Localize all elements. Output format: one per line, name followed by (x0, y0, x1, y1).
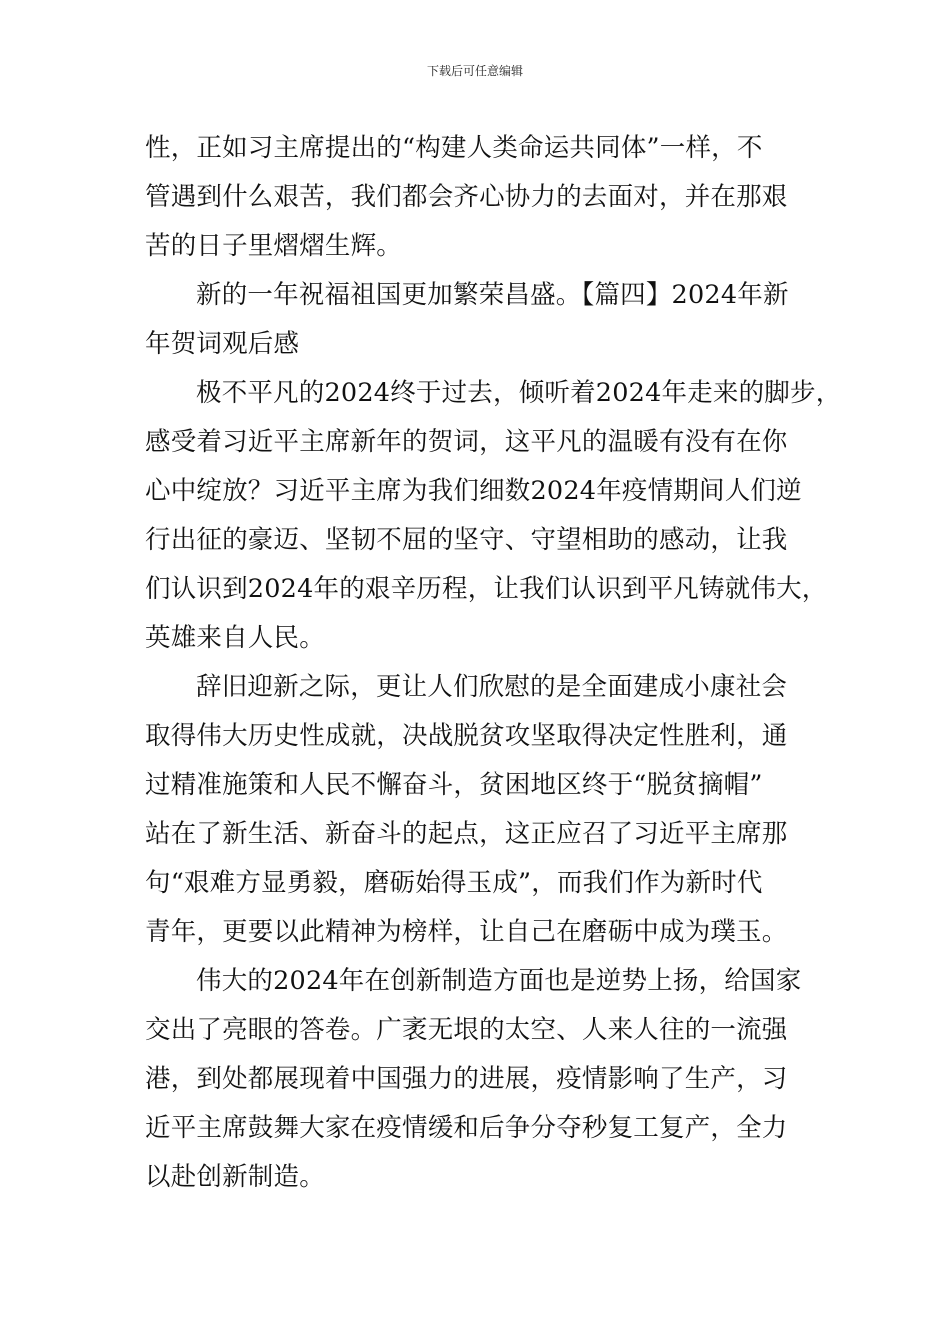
text-line: 管遇到什么艰苦，我们都会齐心协力的去面对，并在那艰 (145, 182, 788, 212)
text-line: 站在了新生活、新奋斗的起点，这正应召了习近平主席那 (145, 819, 788, 849)
text-line: 过精准施策和人民不懈奋斗，贫困地区终于“脱贫摘帽” (145, 770, 763, 800)
text-line: 港，到处都展现着中国强力的进展，疫情影响了生产，习 (145, 1064, 788, 1094)
text-line: 心中绽放？习近平主席为我们细数2024年疫情期间人们逆 (145, 476, 802, 506)
paragraph-start-line: 辞旧迎新之际，更让人们欣慰的是全面建成小康社会 (196, 672, 788, 702)
document-body (145, 124, 842, 1202)
text-line: 近平主席鼓舞大家在疫情缓和后争分夺秒复工复产，全力 (145, 1113, 788, 1143)
text-line: 年贺词观后感 (145, 329, 300, 359)
text-line: 交出了亮眼的答卷。广袤无垠的太空、人来人往的一流强 (145, 1015, 788, 1045)
text-line: 性，正如习主席提出的“构建人类命运共同体”一样，不 (145, 133, 763, 163)
text-line: 们认识到2024年的艰辛历程，让我们认识到平凡铸就伟大， (145, 574, 828, 604)
text-line: 行出征的豪迈、坚韧不屈的坚守、守望相助的感动，让我 (145, 525, 788, 555)
paragraph-start-line: 极不平凡的2024终于过去，倾听着2024年走来的脚步， (196, 378, 842, 408)
page-header-note: 下载后可任意编辑 (426, 64, 523, 78)
text-line: 感受着习近平主席新年的贺词，这平凡的温暖有没有在你 (145, 427, 788, 457)
text-line: 英雄来自人民。 (145, 623, 325, 653)
text-line: 苦的日子里熠熠生辉。 (145, 231, 403, 261)
text-line: 取得伟大历史性成就，决战脱贫攻坚取得决定性胜利，通 (145, 721, 788, 751)
paragraph-start-line: 新的一年祝福祖国更加繁荣昌盛。【篇四】2024年新 (196, 280, 789, 310)
text-line: 以赴创新制造。 (145, 1162, 325, 1192)
text-line: 句“艰难方显勇毅，磨砺始得玉成”，而我们作为新时代 (145, 868, 763, 898)
paragraph-start-line: 伟大的2024年在创新制造方面也是逆势上扬，给国家 (196, 966, 802, 996)
text-line: 青年，更要以此精神为榜样，让自己在磨砺中成为璞玉。 (145, 917, 788, 947)
